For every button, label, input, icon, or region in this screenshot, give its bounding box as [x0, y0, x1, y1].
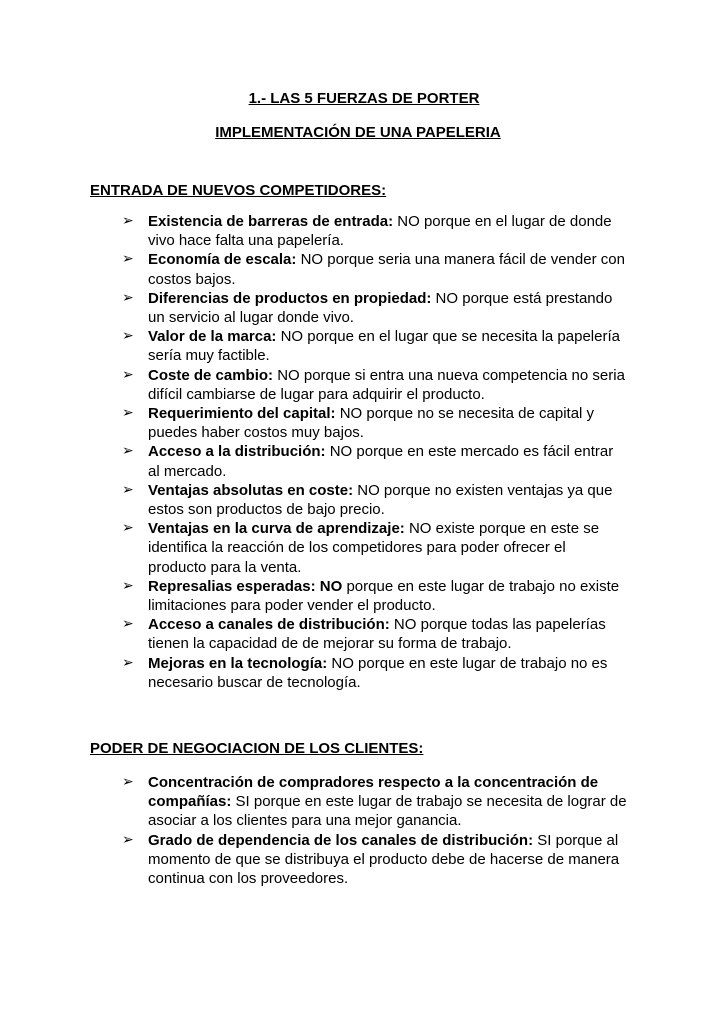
arrow-right-icon: ➢ [122, 774, 134, 790]
item-text: NO porque seria una manera fácil de vender con costos bajos. [148, 251, 625, 288]
list-item [122, 366, 628, 404]
item-text: porque en este lugar de trabajo no existe limitaciones para poder vender el producto. [148, 577, 620, 615]
bullet-list-nuevos-competidores [122, 212, 628, 692]
arrow-right-icon: ➢ [122, 366, 134, 383]
item-term: Existencia de barreras de entrada: [148, 213, 394, 230]
list-item [122, 289, 628, 327]
item-text: NO porque en este mercado es fácil entrar al mercado. [148, 443, 614, 480]
list-item [122, 577, 628, 615]
arrow-right-icon: ➢ [122, 577, 134, 594]
item-term: Mejoras en la tecnología: [148, 654, 328, 672]
arrow-right-icon: ➢ [122, 405, 134, 422]
bullet-list-poder-clientes [122, 773, 628, 888]
arrow-right-icon: ➢ [122, 520, 134, 537]
list-item [122, 654, 628, 692]
item-text: NO porque no se necesita de capital y puedes haber costos muy bajos. [148, 405, 595, 442]
item-term: Concentración de compradores respecto a la concentración de compañías: [148, 774, 599, 811]
item-term: Diferencias de productos en propiedad: [148, 289, 432, 307]
arrow-right-icon: ➢ [122, 213, 134, 229]
arrow-right-icon: ➢ [122, 328, 134, 345]
list-item [122, 615, 628, 653]
arrow-right-icon: ➢ [122, 831, 134, 848]
document-title: 1.- LAS 5 FUERZAS DE PORTER [248, 90, 480, 107]
item-term: Ventajas en la curva de aprendizaje: [148, 520, 405, 538]
item-term: Acceso a canales de distribución: [148, 616, 390, 634]
list-item [122, 212, 628, 250]
item-text: NO porque en el lugar que se necesita la papelería sería muy factible. [148, 328, 620, 365]
item-text: NO porque está prestando un servicio al lugar donde vivo. [148, 289, 613, 327]
list-item [122, 250, 628, 288]
item-term: Requerimiento del capital: [148, 405, 336, 423]
list-item [122, 442, 628, 480]
arrow-right-icon: ➢ [122, 616, 134, 633]
item-text: SI porque al momento de que se distribuya el producto debe de hacerse de manera continua con los proveedores. [148, 831, 620, 888]
arrow-right-icon: ➢ [122, 251, 134, 268]
item-text: NO porque en este lugar de trabajo no es necesario buscar de tecnología. [148, 654, 608, 691]
arrow-right-icon: ➢ [122, 654, 134, 671]
arrow-right-icon: ➢ [122, 443, 134, 460]
list-item [122, 327, 628, 365]
item-text: NO existe porque en este se identifica la reacción de los competidores para poder ofrecer el producto para la venta. [148, 520, 600, 576]
list-item [122, 831, 628, 889]
item-term: Acceso a la distribución: [148, 443, 326, 461]
item-term: Represalias esperadas: NO [148, 577, 343, 595]
list-item [122, 481, 628, 519]
arrow-right-icon: ➢ [122, 289, 134, 306]
arrow-right-icon: ➢ [122, 481, 134, 498]
item-text: NO porque en el lugar de donde vivo hace falta una papelería. [148, 213, 612, 250]
section-heading-nuevos-competidores: ENTRADA DE NUEVOS COMPETIDORES: [90, 182, 387, 199]
item-text: NO porque todas las papelerías tienen la capacidad de de mejorar su forma de trabajo. [148, 616, 606, 653]
list-item [122, 404, 628, 442]
item-term: Valor de la marca: [148, 328, 277, 346]
item-term: Economía de escala: [148, 251, 297, 269]
list-item [122, 773, 628, 831]
section-heading-poder-clientes: PODER DE NEGOCIACION DE LOS CLIENTES: [90, 740, 424, 757]
item-text: SI porque en este lugar de trabajo se necesita de lograr de asociar a los clientes para una mejor ganancia. [148, 793, 627, 830]
document-subtitle: IMPLEMENTACIÓN DE UNA PAPELERIA [215, 124, 501, 141]
item-term: Grado de dependencia de los canales de distribución: [148, 831, 534, 849]
item-term: Ventajas absolutas en coste: [148, 481, 354, 499]
item-term: Coste de cambio: [148, 366, 274, 384]
item-text: NO porque si entra una nueva competencia no seria difícil cambiarse de lugar para adquirir el producto. [148, 366, 625, 403]
item-text: NO porque no existen ventajas ya que estos son productos de bajo precio. [148, 481, 613, 519]
list-item [122, 519, 628, 577]
